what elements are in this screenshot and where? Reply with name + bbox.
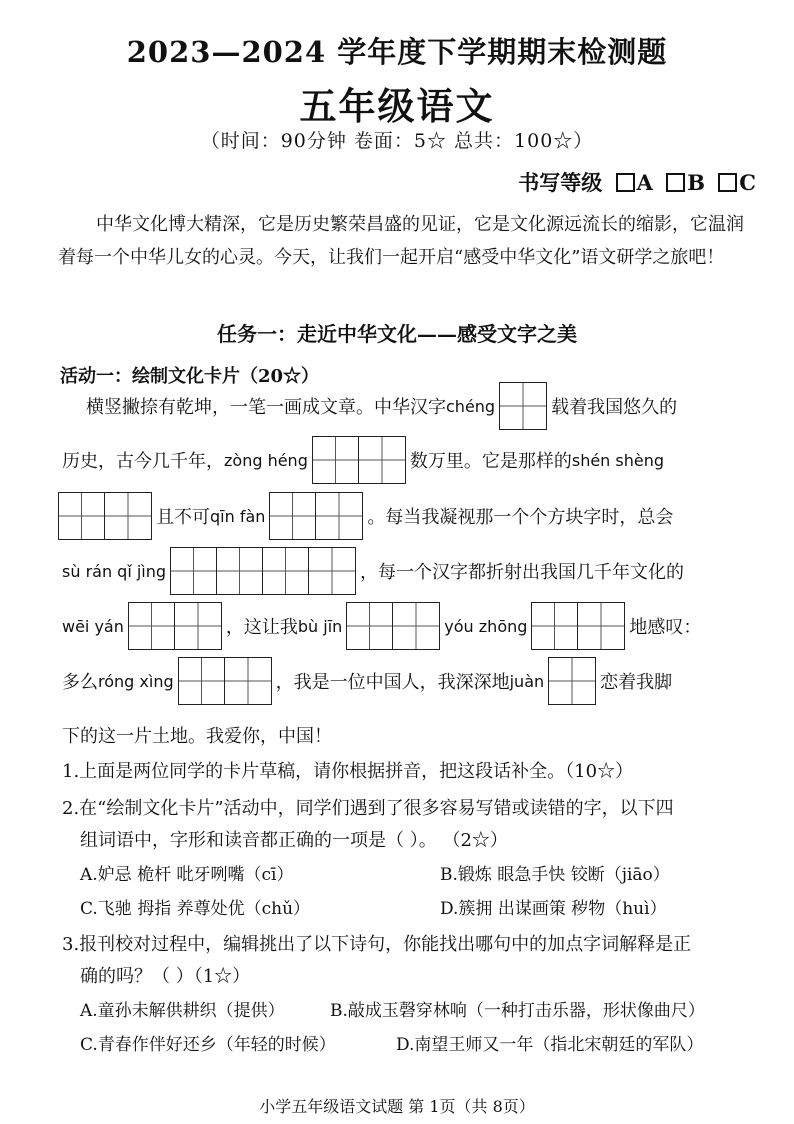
card-line-4 xyxy=(62,541,684,601)
card-line-7: 下的这一片土地。我爱你，中国！ xyxy=(62,726,332,747)
answer-grid-6[interactable] xyxy=(128,602,222,650)
pinyin-suranqijing: sù rán qǐ jìng xyxy=(62,561,167,581)
card-text: 地感叹： xyxy=(629,617,702,638)
pinyin-juan: juàn xyxy=(509,671,545,691)
question-3-line-1: 3.报刊校对过程中，编辑挑出了以下诗句，你能找出哪句中的加点字词解释是正 xyxy=(62,934,692,955)
task-heading: 任务一：走近中华文化——感受文字之美 xyxy=(217,322,577,346)
pinyin-youzhong: yóu zhōng xyxy=(444,616,528,636)
card-text: 多么 xyxy=(62,672,98,693)
grade-label: 书写等级 xyxy=(518,170,603,195)
subject-title: 五年级语文 xyxy=(299,84,495,128)
question-2-line-1: 2.在“绘制文化卡片”活动中，同学们遇到了很多容易写错或读错的字，以下四 xyxy=(62,798,674,819)
pinyin-cheng: chéng xyxy=(446,396,496,416)
grade-option-b: B xyxy=(687,170,705,195)
answer-grid-1[interactable] xyxy=(499,382,547,430)
card-text: 数万里。它是那样的 xyxy=(409,451,572,472)
q3-option-b[interactable]: B.敲成玉磬穿林响（一种打击乐器，形状像曲尺） xyxy=(330,1001,705,1021)
card-text: 历史，古今几千年， xyxy=(62,451,224,472)
question-3-line-2: 确的吗？（ ）（1☆） xyxy=(80,966,251,987)
grade-checkbox-c[interactable] xyxy=(718,173,737,192)
card-line-2 xyxy=(62,430,664,490)
answer-grid-9[interactable] xyxy=(178,657,272,705)
pinyin-shensheng: shén shèng xyxy=(571,450,665,470)
grade-option-c: C xyxy=(739,170,756,195)
card-text: 且不可 xyxy=(156,507,210,528)
card-text: 。每当我凝视那一个个方块字时，总会 xyxy=(367,507,674,528)
activity-heading: 活动一：绘制文化卡片（20☆） xyxy=(60,366,320,387)
pinyin-weiyan: wēi yán xyxy=(62,616,124,636)
card-text: 恋着我脚 xyxy=(600,672,673,693)
answer-grid-10[interactable] xyxy=(548,657,596,705)
card-line-5 xyxy=(62,596,701,656)
pinyin-rongxing: róng xìng xyxy=(98,671,174,691)
answer-grid-2[interactable] xyxy=(312,436,406,484)
q2-option-d[interactable]: D.簇拥 出谋画策 秽物（huì） xyxy=(440,899,667,919)
question-2-line-2: 组词语中，字形和读音都正确的一项是（ ）。 （2☆） xyxy=(80,830,508,851)
grade-option-a: A xyxy=(636,170,653,195)
card-text: ，每一个汉字都折射出我国几千年文化的 xyxy=(360,562,685,583)
q2-option-a[interactable]: A.妒忌 桅杆 吡牙咧嘴（cī） xyxy=(80,865,294,885)
answer-grid-7[interactable] xyxy=(346,602,440,650)
question-1: 1.上面是两位同学的卡片草稿，请你根据拼音，把这段话补全。（10☆） xyxy=(62,761,634,782)
answer-grid-8[interactable] xyxy=(531,602,625,650)
card-text: ，我是一位中国人，我深深地 xyxy=(275,672,510,693)
handwriting-grade xyxy=(518,167,756,197)
card-text: 载着我国悠久的 xyxy=(551,397,678,418)
pinyin-qinfan: qīn fàn xyxy=(210,506,266,526)
exam-meta: （时间：90分钟 卷面：5☆ 总共：100☆） xyxy=(200,130,594,152)
grade-checkbox-a[interactable] xyxy=(616,173,635,192)
q3-option-d[interactable]: D.南望王师又一年（指北宋朝廷的军队） xyxy=(396,1035,704,1055)
card-line-3 xyxy=(58,486,673,546)
page-footer: 小学五年级语文试题 第 1页（共 8页） xyxy=(259,1097,535,1116)
pinyin-bujin: bù jīn xyxy=(297,616,343,636)
q2-option-b[interactable]: B.锻炼 眼急手快 铰断（jiāo） xyxy=(440,865,670,885)
card-text: ，这让我 xyxy=(225,617,298,638)
card-line-6 xyxy=(62,651,672,711)
exam-title: 2023—2024 学年度下学期期末检测题 xyxy=(126,35,668,69)
grade-checkbox-b[interactable] xyxy=(666,173,685,192)
answer-grid-4[interactable] xyxy=(269,492,363,540)
intro-text: 中华文化博大精深，它是历史繁荣昌盛的见证，它是文化源远流长的缩影，它温润着每一个中华儿女的心灵。今天，让我们一起开启“感受中华文化”语文研学之旅吧！ xyxy=(58,214,744,268)
answer-grid-3[interactable] xyxy=(58,492,152,540)
intro-paragraph xyxy=(58,208,758,274)
card-line-1 xyxy=(62,376,677,436)
pinyin-zongheng: zòng héng xyxy=(224,450,308,470)
card-text: 横竖撇捺有乾坤，一笔一画成文章。中华汉字 xyxy=(86,397,446,418)
q2-option-c[interactable]: C.飞驰 拇指 养尊处优（chǔ） xyxy=(80,899,311,919)
q3-option-a[interactable]: A.童孙未解供耕织（提供） xyxy=(80,1001,285,1021)
q3-option-c[interactable]: C.青春作伴好还乡（年轻的时候） xyxy=(80,1035,336,1055)
answer-grid-5[interactable] xyxy=(170,547,356,595)
